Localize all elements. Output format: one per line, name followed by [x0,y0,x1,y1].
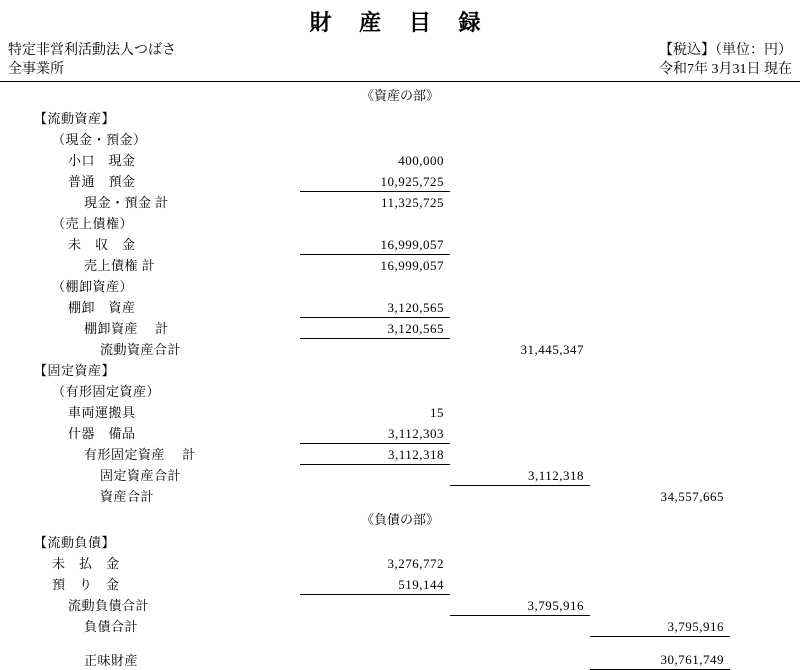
amount-col-b [450,531,590,552]
right-pad [730,636,800,649]
table-row [0,649,800,670]
amount-col-a [300,338,450,359]
amount-col-a [300,531,450,552]
amount-col-b [450,212,590,233]
amount-col-b [450,170,590,191]
amount-col-b [450,422,590,443]
amount-col-a [300,636,450,649]
row-label: 有形固定資産 計 [84,447,196,462]
row-label: （現金・預金） [52,132,147,147]
table-row [0,464,800,485]
amount-col-c [590,149,730,170]
row-label: 預 り 金 [52,577,120,592]
row-label: 棚卸 資産 [68,300,136,315]
row-label: （売上債権） [52,216,134,231]
amount-col-c [590,338,730,359]
amount-col-c [590,212,730,233]
row-label: 【流動資産】 [34,111,116,126]
amount-col-c [590,233,730,254]
table-row [0,149,800,170]
amount-col-a: 519,144 [300,573,450,594]
right-pad [730,170,800,191]
right-pad [730,149,800,170]
assets-table [0,107,800,506]
table-row [0,128,800,149]
amount-col-c [590,636,730,649]
amount-col-c [590,170,730,191]
amount-col-c [590,128,730,149]
amount-col-a [300,380,450,401]
amount-col-a: 3,112,318 [300,443,450,464]
row-label: 流動負債合計 [68,598,150,613]
amount-col-a: 10,925,725 [300,170,450,191]
amount-col-b [450,359,590,380]
right-pad [730,615,800,636]
right-pad [730,401,800,422]
amount-col-c [590,594,730,615]
tax-unit-note: 【税込】（単位：円） [659,43,792,58]
amount-col-c [590,464,730,485]
amount-col-c [590,552,730,573]
table-row [0,615,800,636]
row-label: 未 払 金 [52,556,120,571]
amount-col-b [450,254,590,275]
row-label: 小口 現金 [68,153,136,168]
amount-col-a [300,615,450,636]
row-label: 現金・預金 計 [84,195,169,210]
office-name: 全事業所 [8,62,64,77]
right-pad [730,380,800,401]
amount-col-a: 3,120,565 [300,296,450,317]
amount-col-c [590,443,730,464]
amount-col-a [300,275,450,296]
amount-col-a: 11,325,725 [380,195,444,210]
row-label: （有形固定資産） [52,384,161,399]
amount-col-b [450,107,590,128]
assets-section-heading: 《資産の部》 [360,88,439,103]
amount-col-b [450,443,590,464]
table-row [0,296,800,317]
row-label: 売上債権 計 [84,258,156,273]
amount-col-a: 3,120,565 [300,317,450,338]
amount-col-a [300,485,450,506]
table-row [0,212,800,233]
right-pad [730,338,800,359]
amount-col-b: 3,795,916 [450,594,590,615]
as-of-date: 令和7年 3月31日 現在 [659,62,792,77]
amount-col-b [450,275,590,296]
amount-col-c [590,191,730,212]
financial-document-page [0,6,800,668]
amount-col-b [450,233,590,254]
right-pad [730,275,800,296]
amount-col-c [590,401,730,422]
amount-col-c [590,380,730,401]
amount-col-b [450,296,590,317]
amount-col-b [450,649,590,670]
row-label: 正味財産 [84,652,139,668]
amount-col-a [300,594,450,615]
amount-col-b [450,552,590,573]
right-pad [730,594,800,615]
right-pad [730,464,800,485]
amount-col-c [590,422,730,443]
amount-col-a: 400,000 [398,153,444,168]
amount-col-a [300,649,450,670]
right-pad [730,254,800,275]
amount-col-a [300,359,450,380]
table-row [0,531,800,552]
amount-col-b [450,317,590,338]
right-pad [730,212,800,233]
right-pad [730,191,800,212]
row-label: 【流動負債】 [34,535,116,550]
table-row [0,338,800,359]
row-label: 普通 預金 [68,174,136,189]
amount-col-b [450,128,590,149]
amount-col-c [590,275,730,296]
row-label: 什器 備品 [68,426,136,441]
amount-col-a: 3,112,303 [300,422,450,443]
right-pad [730,296,800,317]
amount-col-c: 3,795,916 [590,615,730,636]
right-pad [730,485,800,506]
page-title: 財 産 目 録 [309,10,491,36]
row-label [0,636,300,649]
amount-col-c [590,254,730,275]
table-row [0,485,800,506]
table-row [0,170,800,191]
organization-name: 特定非営利活動法人つばさ [8,43,176,58]
right-pad [730,649,800,670]
table-row [0,254,800,275]
spacer-row [0,636,800,649]
table-row [0,573,800,594]
amount-col-b [450,401,590,422]
row-label: 負債合計 [84,619,139,634]
table-row [0,191,800,212]
amount-col-a: 16,999,057 [300,233,450,254]
amount-col-a [300,464,450,485]
amount-col-a: 15 [430,405,444,420]
right-pad [730,128,800,149]
amount-col-b: 31,445,347 [520,342,584,357]
liabilities-section-heading: 《負債の部》 [360,512,439,527]
right-pad [730,233,800,254]
amount-col-c [590,573,730,594]
row-label: 流動資産合計 [100,342,182,357]
amount-col-c: 30,761,749 [590,649,730,670]
amount-col-c [590,317,730,338]
table-row [0,275,800,296]
row-label: 固定資産合計 [100,468,182,483]
amount-col-a: 16,999,057 [380,258,444,273]
row-label: 未 収 金 [68,237,136,252]
row-label: 棚卸資産 計 [84,321,169,336]
right-pad [730,552,800,573]
row-label: 資産合計 [100,489,155,504]
amount-col-a [300,128,450,149]
amount-col-c [590,107,730,128]
row-label: 【固定資産】 [34,363,116,378]
table-row [0,443,800,464]
table-row [0,401,800,422]
amount-col-b: 3,112,318 [450,464,590,485]
amount-col-c: 34,557,665 [660,489,724,504]
amount-col-a [300,107,450,128]
table-row [0,594,800,615]
document-header [0,39,800,81]
amount-col-b [450,149,590,170]
right-pad [730,317,800,338]
amount-col-b [450,573,590,594]
row-label: 車両運搬具 [68,405,136,420]
right-pad [730,573,800,594]
row-label: （棚卸資産） [52,279,134,294]
right-pad [730,443,800,464]
amount-col-c [590,531,730,552]
amount-col-a [300,212,450,233]
table-row [0,317,800,338]
liabilities-table [0,531,800,670]
right-pad [730,107,800,128]
table-row [0,359,800,380]
amount-col-b [450,636,590,649]
right-pad [730,422,800,443]
right-pad [730,359,800,380]
header-divider [0,81,800,82]
table-row [0,107,800,128]
right-pad [730,531,800,552]
table-row [0,233,800,254]
table-row [0,552,800,573]
amount-col-c [590,296,730,317]
amount-col-b [450,615,590,636]
amount-col-b [450,485,590,506]
amount-col-b [450,380,590,401]
table-row [0,422,800,443]
amount-col-b [450,191,590,212]
amount-col-c [590,359,730,380]
table-row [0,380,800,401]
amount-col-a: 3,276,772 [387,556,444,571]
